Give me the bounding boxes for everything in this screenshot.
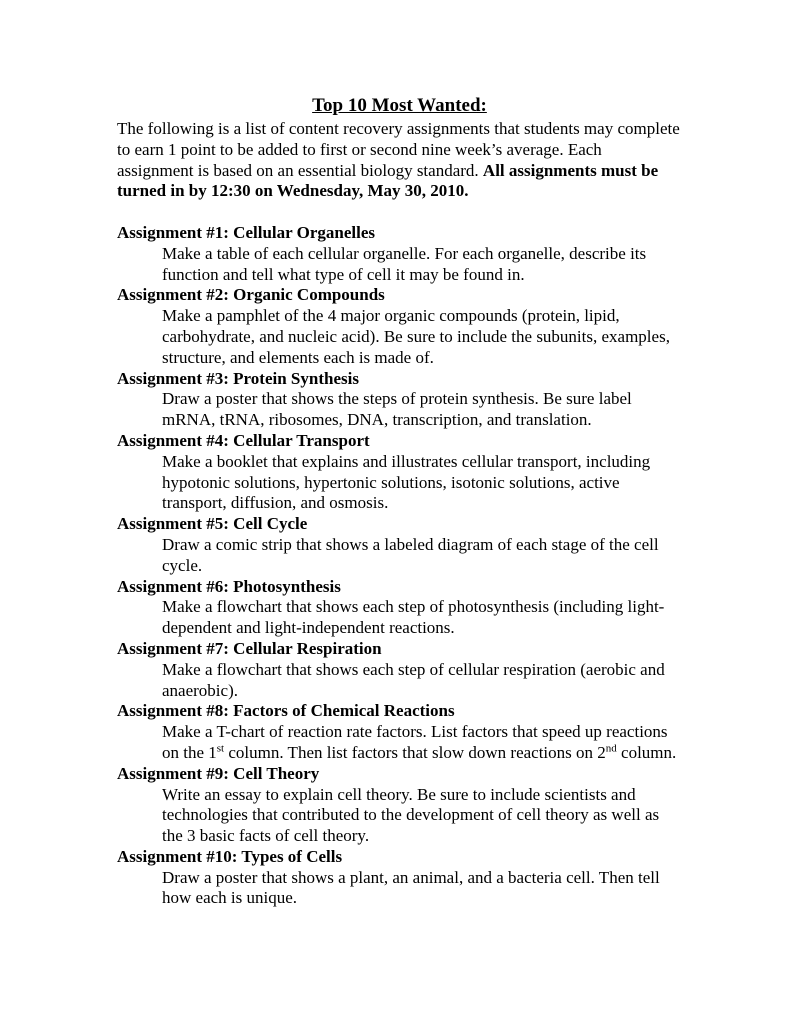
assignment-5 bbox=[117, 514, 682, 576]
assignment-description: Make a flowchart that shows each step of cellular respiration (aerobic and anaerobic). bbox=[162, 659, 665, 700]
assignment-7 bbox=[117, 639, 682, 701]
ordinal-superscript: st bbox=[216, 742, 225, 755]
ordinal-superscript: nd bbox=[605, 742, 617, 755]
assignment-heading: Assignment #7: Cellular Respiration bbox=[117, 638, 382, 658]
description-text: column. Then list factors that slow down reactions on 2 bbox=[224, 742, 606, 762]
assignment-heading: Assignment #6: Photosynthesis bbox=[117, 576, 341, 596]
assignment-description: Write an essay to explain cell theory. Be sure to include scientists and technologies that contributed to the development of cell theory as well as the 3 basic facts of cell theory. bbox=[162, 784, 660, 846]
section-spacer bbox=[117, 202, 682, 223]
assignment-heading: Assignment #1: Cellular Organelles bbox=[117, 222, 375, 242]
assignment-description: Make a table of each cellular organelle. For each organelle, describe its function and tell what type of cell it may be found in. bbox=[162, 243, 647, 284]
assignment-description: Make a pamphlet of the 4 major organic compounds (protein, lipid, carbohydrate, and nucleic acid). Be sure to include the subunits, examples, structure, and elements each is made of. bbox=[162, 306, 670, 367]
assignment-description: Make a flowchart that shows each step of photosynthesis (including light-dependent and light-independent reactions. bbox=[162, 597, 665, 638]
assignment-heading: Assignment #4: Cellular Transport bbox=[117, 430, 370, 450]
assignment-2 bbox=[117, 285, 682, 368]
assignment-heading: Assignment #9: Cell Theory bbox=[117, 763, 320, 783]
assignment-4 bbox=[117, 431, 682, 514]
assignment-heading: Assignment #3: Protein Synthesis bbox=[117, 368, 359, 388]
intro-paragraph bbox=[117, 119, 682, 202]
assignment-9 bbox=[117, 764, 682, 847]
assignment-6 bbox=[117, 577, 682, 639]
assignment-description: Draw a poster that shows a plant, an animal, and a bacteria cell. Then tell how each is unique. bbox=[162, 867, 660, 908]
assignment-heading: Assignment #10: Types of Cells bbox=[117, 846, 343, 866]
document-title: Top 10 Most Wanted: bbox=[312, 95, 487, 116]
assignment-3 bbox=[117, 369, 682, 431]
intro-text: The following is a list of content recovery assignments that students may complete to earn 1 point to be added to first or second nine week’s average. Each assignment is based on an essential biology standard. bbox=[117, 119, 680, 180]
assignment-8 bbox=[117, 701, 682, 763]
assignment-heading: Assignment #5: Cell Cycle bbox=[117, 514, 308, 534]
assignment-description: Draw a poster that shows the steps of protein synthesis. Be sure label mRNA, tRNA, ribosomes, DNA, transcription, and translation. bbox=[162, 389, 632, 430]
assignment-description: Make a booklet that explains and illustrates cellular transport, including hypotonic solutions, hypertonic solutions, isotonic solutions, active transport, diffusion, and osmosis. bbox=[162, 451, 651, 513]
assignment-heading: Assignment #8: Factors of Chemical Reactions bbox=[117, 701, 455, 721]
assignment-description: Draw a comic strip that shows a labeled diagram of each stage of the cell cycle. bbox=[162, 534, 659, 575]
description-text: Make a T-chart of reaction rate factors. List factors that speed up reactions on the 1 bbox=[162, 722, 668, 762]
assignment-description bbox=[162, 722, 682, 764]
assignment-10 bbox=[117, 847, 682, 909]
assignment-heading: Assignment #2: Organic Compounds bbox=[117, 285, 385, 305]
intro-deadline: All assignments must be turned in by 12:30 on Wednesday, May 30, 2010. bbox=[117, 160, 659, 201]
description-text: column. bbox=[616, 742, 677, 762]
document-page bbox=[117, 95, 682, 909]
assignment-1 bbox=[117, 223, 682, 285]
